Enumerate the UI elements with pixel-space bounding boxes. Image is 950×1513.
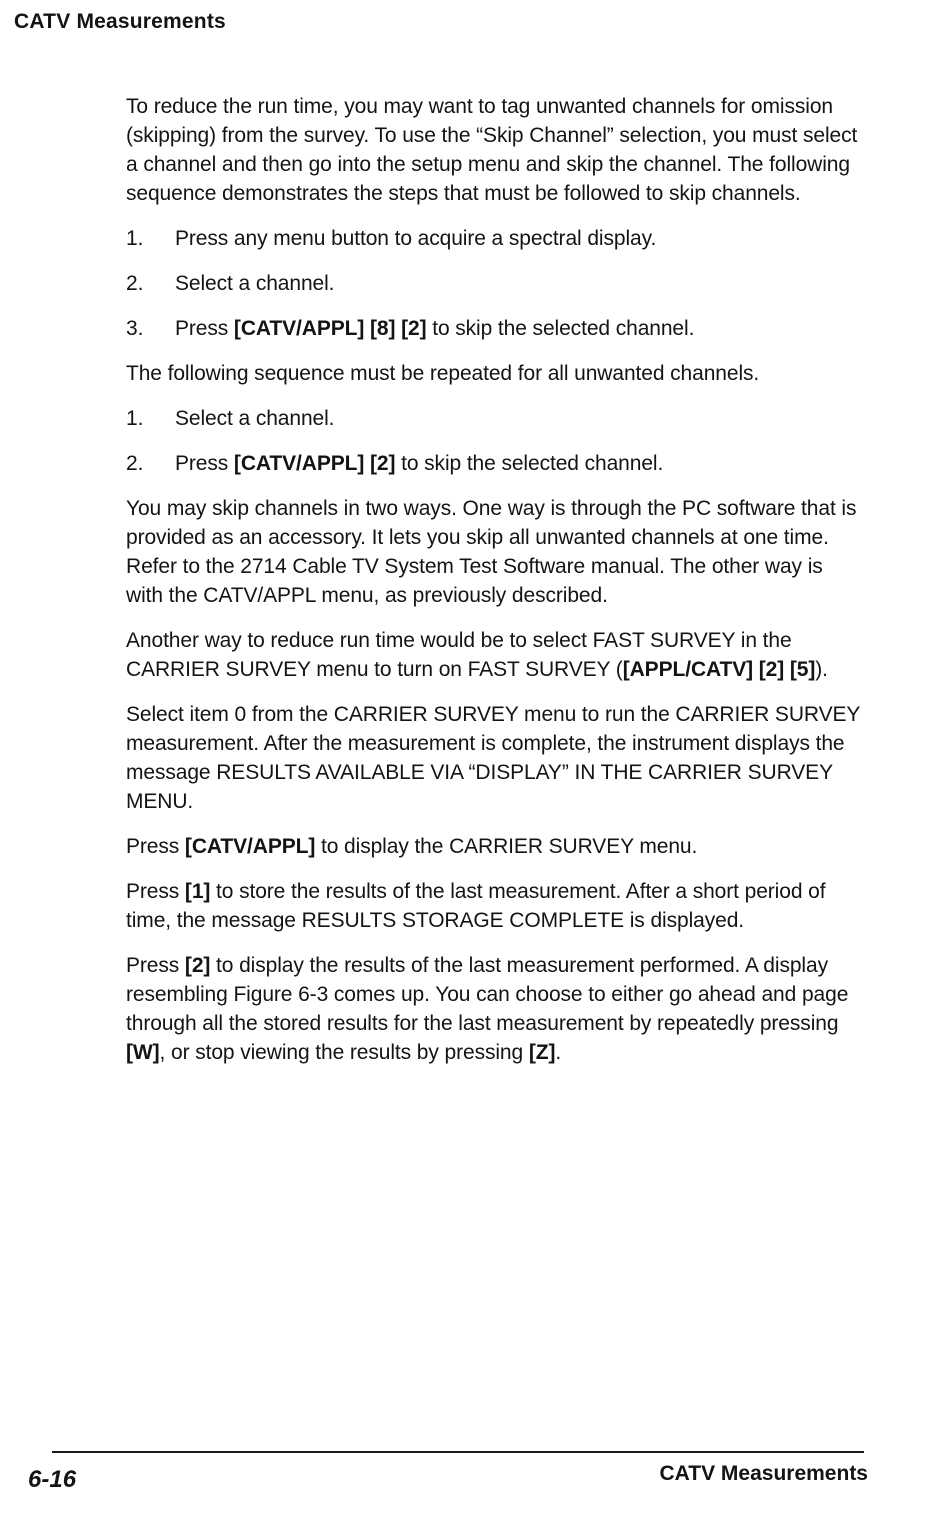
key-label: [Z] [528,1041,556,1064]
step-number: 2. [126,272,144,295]
step-number: 3. [126,317,144,340]
press-1-paragraph [126,877,861,935]
paragraph-text: , or stop viewing the results by pressing [159,1041,529,1064]
running-header: CATV Measurements [14,10,226,33]
paragraph-text: Press [126,880,185,903]
list-item [126,224,861,253]
key-label: [2] [184,954,211,977]
step-text-post: to skip the selected channel. [395,452,664,475]
paragraph-text: ). [815,658,828,681]
step-text [175,449,861,478]
step-number: 2. [126,452,144,475]
key-label: [1] [184,880,211,903]
key-label: [W] [126,1041,160,1064]
list-item [126,404,861,433]
step-text: Select a channel. [175,407,335,430]
key-sequence: [CATV/APPL] [2] [233,452,396,475]
press-2-paragraph [126,951,861,1067]
step-text-pre: Press [175,317,234,340]
step-number: 1. [126,227,144,250]
paragraph-text: to display the results of the last measurement performed. A display resembling Figure 6-3 comes up. You can choose to either go ahead and page through all the stored results for the last measurement by repeatedly pressing [126,954,849,1035]
paragraph-text: to store the results of the last measurement. After a short period of time, the message RESULTS STORAGE COMPLETE is displayed. [126,880,826,932]
step-number: 1. [126,407,144,430]
press-catv-paragraph [126,832,861,861]
body-text [126,92,861,1083]
list-item [126,449,861,478]
key-sequence: [APPL/CATV] [2] [5] [622,658,816,681]
select-item-paragraph: Select item 0 from the CARRIER SURVEY menu to run the CARRIER SURVEY measurement. After the measurement is complete, the instrument displays the message RESULTS AVAILABLE VIA “DISPLAY” IN THE CARRIER SURVEY MENU. [126,703,860,813]
fast-survey-paragraph [126,626,861,684]
paragraph-text: . [555,1041,562,1064]
repeat-paragraph: The following sequence must be repeated for all unwanted channels. [126,362,760,385]
paragraph-text: to display the CARRIER SURVEY menu. [315,835,698,858]
step-text [175,314,861,343]
step-text: Press any menu button to acquire a spectral display. [175,227,657,250]
list-item [126,269,861,298]
page-number: 6-16 [28,1466,77,1493]
footer-divider [52,1451,864,1453]
list-item [126,314,861,343]
footer-section-title: CATV Measurements [659,1462,868,1485]
paragraph-text: Press [126,954,185,977]
paragraph-text: Press [126,835,185,858]
skip-ways-paragraph: You may skip channels in two ways. One way is through the PC software that is provided as an accessory. It lets you skip all unwanted channels at one time. Refer to the 2714 Cable TV System Test Software manual. The other way is with the CATV/APPL menu, as previously described. [126,497,857,607]
intro-paragraph: To reduce the run time, you may want to tag unwanted channels for omission (skipping) from the survey. To use the “Skip Channel” selection, you must select a channel and then go into the setup menu and skip the channel. The following sequence demonstrates the steps that must be followed to skip channels. [126,95,858,205]
key-label: [CATV/APPL] [184,835,316,858]
step-text-pre: Press [175,452,234,475]
step-text-post: to skip the selected channel. [426,317,695,340]
key-sequence: [CATV/APPL] [8] [2] [233,317,427,340]
step-text: Select a channel. [175,272,335,295]
paragraph-text: Another way to reduce run time would be to select FAST SURVEY in the CARRIER SURVEY menu to turn on FAST SURVEY ( [126,629,792,681]
